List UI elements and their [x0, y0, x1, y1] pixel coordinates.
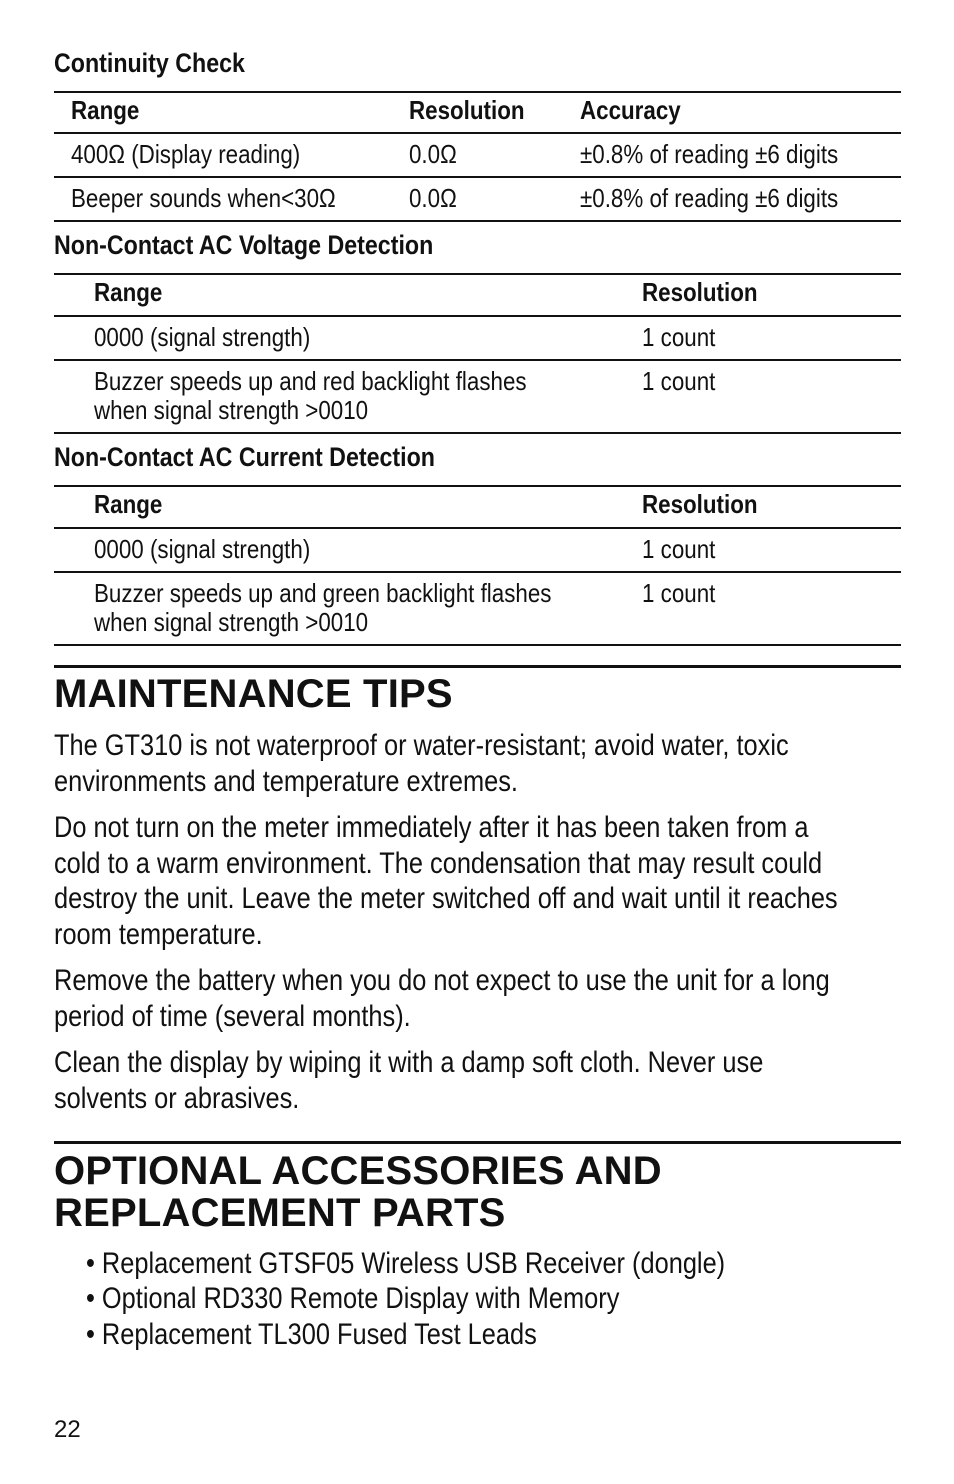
table-cell-range: Beeper sounds when<30Ω [71, 183, 336, 213]
table-cell-range: when signal strength >0010 [94, 395, 369, 425]
col-header-resolution: Resolution [409, 95, 525, 125]
divider [54, 176, 901, 178]
list-item: • Optional RD330 Remote Display with Memory [86, 1282, 620, 1315]
page-number: 22 [54, 1416, 81, 1443]
divider [54, 432, 901, 434]
table-cell-range: Buzzer speeds up and red backlight flashes [94, 366, 527, 396]
divider [54, 359, 901, 361]
continuity-title: Continuity Check [54, 48, 245, 78]
divider [54, 644, 901, 646]
divider [54, 527, 901, 529]
section-rule [54, 1141, 901, 1144]
col-header-resolution: Resolution [642, 489, 758, 519]
divider [54, 485, 901, 487]
col-header-range: Range [94, 277, 163, 307]
col-header-accuracy: Accuracy [580, 95, 681, 125]
table-cell-resolution: 1 count [642, 578, 716, 608]
table-cell-accuracy: ±0.8% of reading ±6 digits [580, 139, 839, 169]
divider [54, 315, 901, 317]
table-cell-resolution: 1 count [642, 322, 716, 352]
section-rule [54, 665, 901, 668]
maintenance-paragraph: Clean the display by wiping it with a damp soft cloth. Never use solvents or abrasives. [54, 1046, 764, 1115]
table-cell-resolution: 1 count [642, 534, 716, 564]
table-cell-resolution: 0.0Ω [409, 139, 457, 169]
maintenance-heading: MAINTENANCE TIPS [54, 672, 453, 716]
divider [54, 273, 901, 275]
divider [54, 220, 901, 222]
voltage-title: Non-Contact AC Voltage Detection [54, 230, 434, 260]
table-cell-resolution: 0.0Ω [409, 183, 457, 213]
col-header-resolution: Resolution [642, 277, 758, 307]
col-header-range: Range [71, 95, 140, 125]
table-cell-accuracy: ±0.8% of reading ±6 digits [580, 183, 839, 213]
col-header-range: Range [94, 489, 163, 519]
list-item: • Replacement TL300 Fused Test Leads [86, 1318, 537, 1351]
list-item: • Replacement GTSF05 Wireless USB Receiver (dongle) [86, 1247, 726, 1280]
maintenance-paragraph: The GT310 is not waterproof or water-resistant; avoid water, toxic environments and temperature extremes. [54, 729, 789, 798]
table-cell-resolution: 1 count [642, 366, 716, 396]
maintenance-paragraph: Do not turn on the meter immediately after it has been taken from a cold to a warm environment. The condensation that may result could destroy the unit. Leave the meter switched off and wait until it reaches room temperature. [54, 811, 838, 951]
accessories-heading: OPTIONAL ACCESSORIES AND [54, 1149, 662, 1193]
table-cell-range: when signal strength >0010 [94, 607, 369, 637]
table-cell-range: 0000 (signal strength) [94, 534, 311, 564]
table-cell-range: 400Ω (Display reading) [71, 139, 301, 169]
current-title: Non-Contact AC Current Detection [54, 442, 435, 472]
maintenance-paragraph: Remove the battery when you do not expect to use the unit for a long period of time (several months). [54, 964, 830, 1033]
table-cell-range: Buzzer speeds up and green backlight flashes [94, 578, 552, 608]
divider [54, 132, 901, 134]
divider [54, 571, 901, 573]
divider [54, 91, 901, 93]
table-cell-range: 0000 (signal strength) [94, 322, 311, 352]
accessories-heading: REPLACEMENT PARTS [54, 1191, 506, 1235]
